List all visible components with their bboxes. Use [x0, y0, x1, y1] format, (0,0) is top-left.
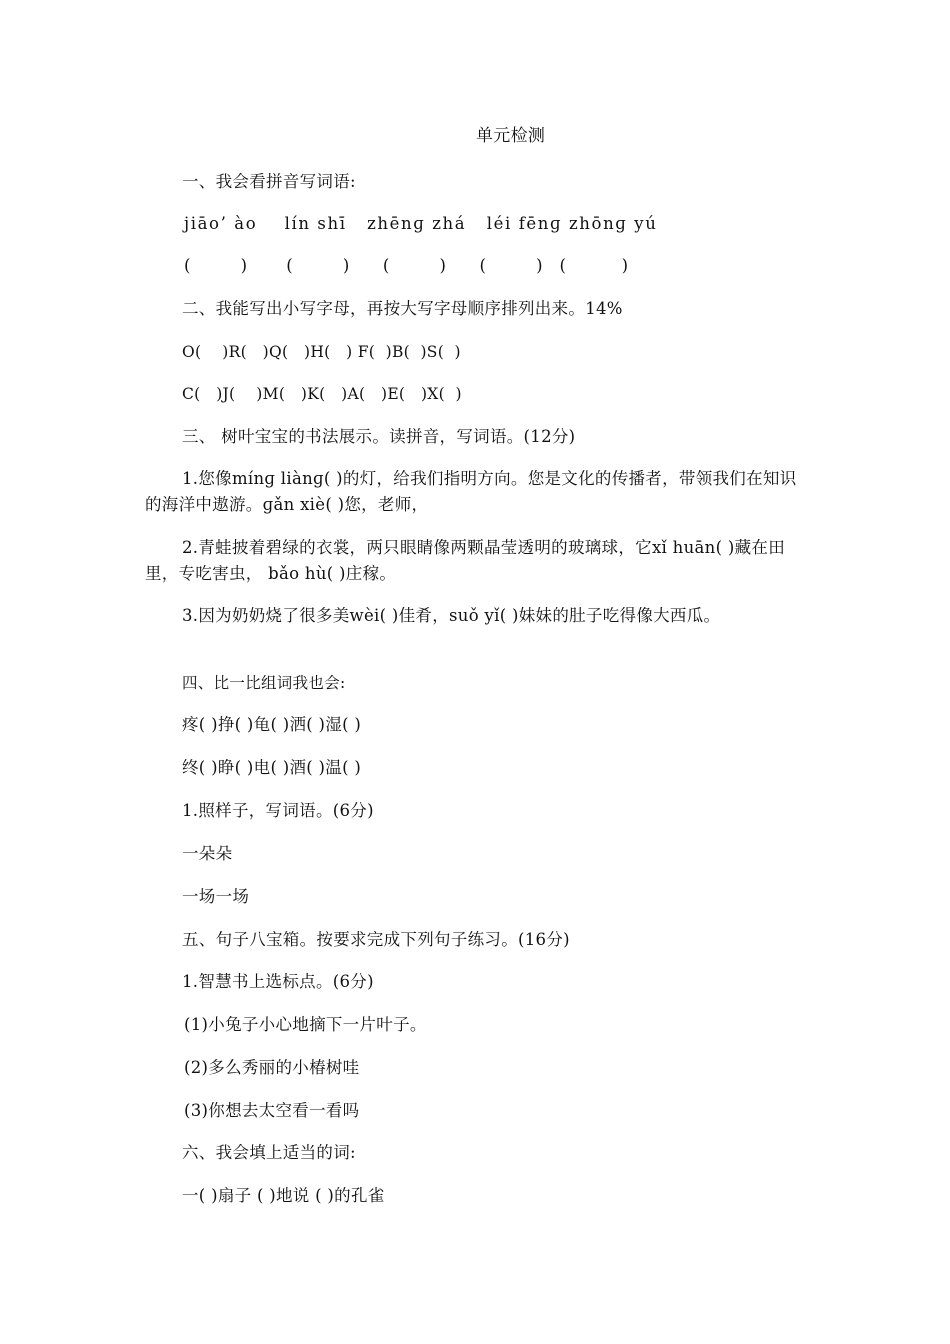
section-4-row-2: 终( )睁( )电( )酒( )温( ): [182, 758, 362, 777]
section-5-question-2: (2)多么秀丽的小椿树哇: [184, 1058, 360, 1077]
section-1-heading: 一、我会看拼音写词语:: [182, 172, 356, 191]
section-4-heading: 四、比一比组词我也会:: [182, 674, 346, 692]
section-2-heading: 二、我能写出小写字母，再按大写字母顺序排列出来。14%: [182, 299, 623, 318]
page-title: 单元检测: [476, 126, 546, 146]
section-3-paragraph-1: 1.您像mínɡ liànɡ( )的灯，给我们指明方向。您是文化的传播者，带领我们在知识的海洋中遨游。ɡǎn xiè( )您，老师，: [145, 469, 797, 514]
section-3-paragraph-3: 3.因为奶奶烧了很多美wèi( )佳肴，suǒ yǐ( )妹妹的肚子吃得像大西瓜。: [182, 606, 721, 625]
section-3-paragraph-2: 2.青蛙披着碧绿的衣裳，两只眼睛像两颗晶莹透明的玻璃球，它xǐ huān( )藏在田里，专吃害虫， bǎo hù( )庄稼。: [145, 538, 786, 583]
section-4-example-2: 一场一场: [182, 887, 250, 906]
section-6-row-1: 一( )扇子 ( )地说 ( )的孔雀: [182, 1186, 385, 1205]
section-2-letters-row-2: C( )J( )M( )K( )A( )E( )X( ): [182, 385, 462, 403]
section-4-item-1: 1.照样子，写词语。(6分): [182, 801, 374, 820]
section-5-item-1: 1.智慧书上选标点。(6分): [182, 972, 374, 991]
section-2-letters-row-1: O( )R( )Q( )H( ) F( )B( )S( ): [182, 343, 461, 361]
section-1-pinyin: jiāo’ ào lín shī zhēnɡ zhá léi fēnɡ zhōnɡ yú: [184, 214, 658, 233]
section-3-heading: 三、 树叶宝宝的书法展示。读拼音，写词语。(12分): [182, 427, 576, 446]
section-5-question-1: (1)小兔子小心地摘下一片叶子。: [184, 1015, 427, 1034]
section-1-blanks: ( ) ( ) ( ) ( ) ( ): [184, 256, 629, 275]
section-4-row-1: 疼( )挣( )龟( )洒( )湿( ): [182, 715, 362, 734]
section-6-heading: 六、我会填上适当的词:: [182, 1143, 356, 1162]
section-5-heading: 五、句子八宝箱。按要求完成下列句子练习。(16分): [182, 930, 570, 949]
section-5-question-3: (3)你想去太空看一看吗: [184, 1101, 360, 1120]
section-4-example-1: 一朵朵: [182, 844, 233, 863]
